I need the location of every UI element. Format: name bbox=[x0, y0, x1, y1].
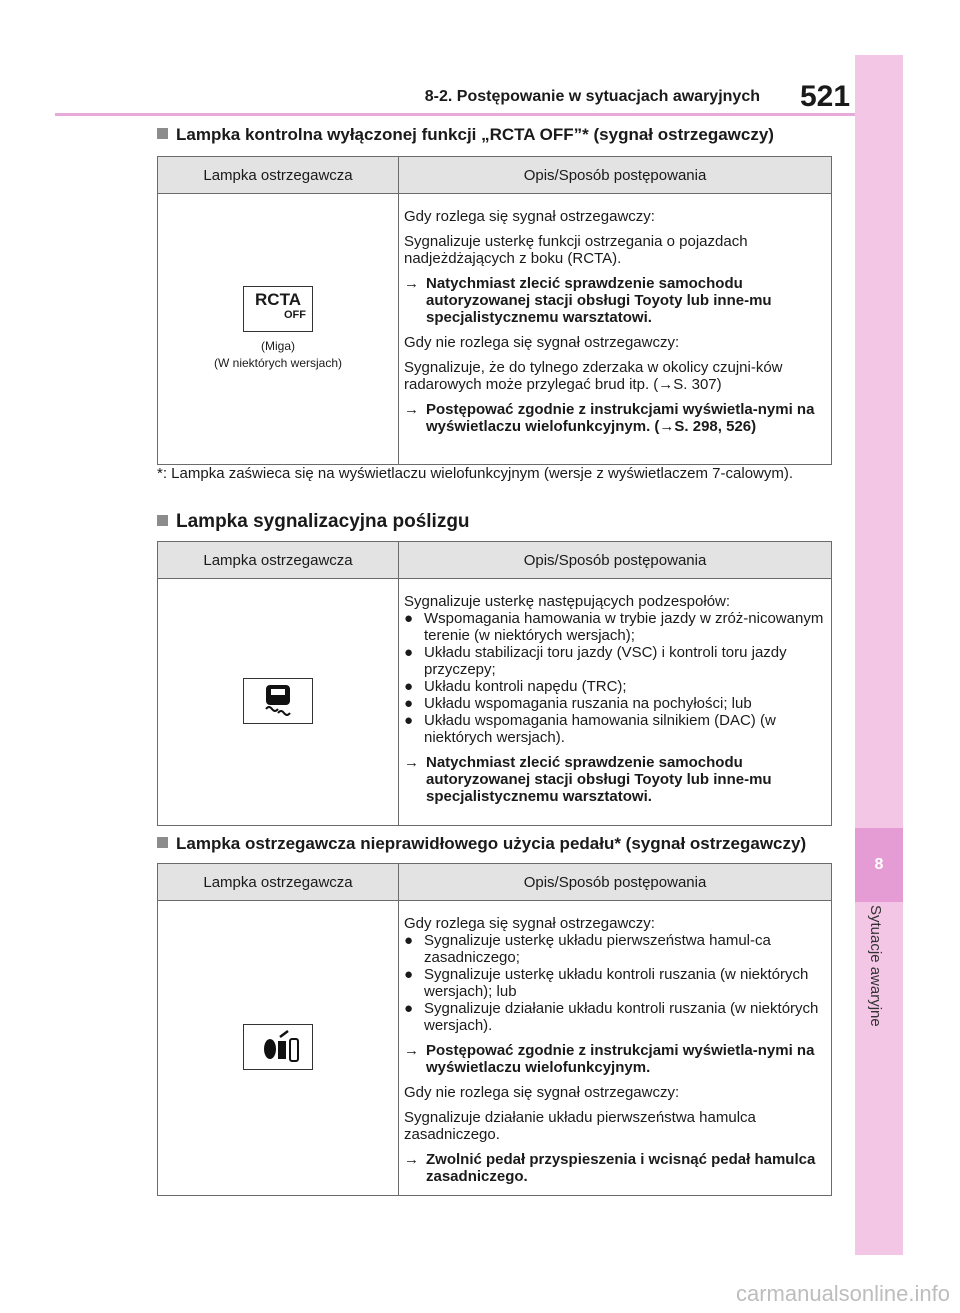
desc-text: Gdy nie rozlega się sygnał ostrzegawczy: bbox=[404, 334, 680, 351]
bullet-item: ● Układu wspomagania hamowania silnikiem (DAC) (w niektórych wersjach). bbox=[404, 712, 776, 746]
chapter-side-tab bbox=[855, 55, 903, 1255]
bullet-item: ● Sygnalizuje usterkę układu kontroli ruszania (w niektórych wersjach); lub bbox=[404, 966, 809, 1000]
action-instruction: → Zwolnić pedał przyspieszenia i wcisnąć pedał hamulca zasadniczego. bbox=[404, 1151, 816, 1185]
action-instruction: → Postępować zgodnie z instrukcjami wyświetla-nymi na wyświetlaczu wielofunkcyjnym. (→S. 298, 526) bbox=[404, 401, 815, 435]
page-number: 521 bbox=[800, 80, 851, 113]
bullet-item: ● Układu stabilizacji toru jazdy (VSC) i kontroli toru jazdy przyczepy; bbox=[404, 644, 787, 678]
desc-text: Gdy rozlega się sygnał ostrzegawczy: bbox=[404, 208, 655, 225]
bullet-item: ● Sygnalizuje działanie układu kontroli ruszania (w niektórych wersjach). bbox=[404, 1000, 819, 1034]
action-instruction: → Postępować zgodnie z instrukcjami wyświetla-nymi na wyświetlaczu wielofunkcyjnym. bbox=[404, 1042, 815, 1076]
column-header-lamp: Lampka ostrzegawcza bbox=[158, 542, 399, 579]
desc-text: Sygnalizuje usterkę następujących podzespołów: bbox=[404, 593, 731, 610]
skid-table bbox=[157, 541, 832, 826]
lamp-caption-blink: (Miga) bbox=[260, 339, 295, 353]
column-header-lamp: Lampka ostrzegawcza bbox=[158, 157, 399, 194]
lamp-cell bbox=[158, 901, 399, 1196]
bullet-item: ● Układu kontroli napędu (TRC); bbox=[404, 678, 627, 695]
description-cell bbox=[399, 579, 832, 826]
pedal-table bbox=[157, 863, 832, 1196]
desc-text: Sygnalizuje działanie układu pierwszeństwa hamulca zasadniczego. bbox=[404, 1109, 756, 1143]
column-header-desc: Opis/Sposób postępowania bbox=[399, 542, 832, 579]
pedal-misuse-icon bbox=[243, 1024, 313, 1070]
section-title-pedal: Lampka ostrzegawcza nieprawidłowego użycia pedału* (sygnał ostrzegawczy) bbox=[157, 834, 806, 854]
watermark: carmanualsonline.info bbox=[735, 1281, 950, 1306]
section-square-icon bbox=[157, 515, 168, 526]
section-title-skid: Lampka sygnalizacyjna poślizgu bbox=[157, 511, 470, 533]
section-square-icon bbox=[157, 128, 168, 139]
description-cell bbox=[399, 901, 832, 1196]
rcta-off-icon: RCTA OFF bbox=[243, 286, 313, 332]
column-header-desc: Opis/Sposób postępowania bbox=[399, 864, 832, 901]
skid-indicator-icon bbox=[243, 678, 313, 724]
lamp-cell bbox=[158, 194, 399, 465]
desc-text: Gdy nie rozlega się sygnał ostrzegawczy: bbox=[404, 1084, 680, 1101]
section-square-icon bbox=[157, 837, 168, 848]
bullet-item: ● Sygnalizuje usterkę układu pierwszeństwa hamul-ca zasadniczego; bbox=[404, 932, 771, 966]
bullet-item: ● Układu wspomagania ruszania na pochyłości; lub bbox=[404, 695, 752, 712]
section-title-rcta: Lampka kontrolna wyłączonej funkcji „RCTA OFF”* (sygnał ostrzegawczy) bbox=[157, 125, 774, 145]
description-cell bbox=[399, 194, 832, 465]
column-header-desc: Opis/Sposób postępowania bbox=[399, 157, 832, 194]
desc-text: Gdy rozlega się sygnał ostrzegawczy: bbox=[404, 915, 655, 932]
column-header-lamp: Lampka ostrzegawcza bbox=[158, 864, 399, 901]
lamp-cell bbox=[158, 579, 399, 826]
footnote: *: Lampka zaświeca się na wyświetlaczu wielofunkcyjnym (wersje z wyświetlaczem 7-calowym). bbox=[157, 465, 794, 482]
chapter-label: Sytuacje awaryjne bbox=[867, 905, 884, 1027]
desc-text: Sygnalizuje, że do tylnego zderzaka w okolicy czujni-ków radarowych może przylegać brud itp. (→S. 307) bbox=[404, 359, 783, 393]
chapter-number: 8 bbox=[855, 828, 903, 902]
lamp-caption-versions: (W niektórych wersjach) bbox=[213, 356, 343, 370]
action-instruction: → Natychmiast zlecić sprawdzenie samochodu autoryzowanej stacji obsługi Toyoty lub inne-mu specjalistycznemu warsztatowi. bbox=[404, 754, 772, 805]
desc-text: Sygnalizuje usterkę funkcji ostrzegania o pojazdach nadjeżdżających z boku (RCTA). bbox=[404, 233, 748, 267]
header-divider bbox=[55, 113, 860, 116]
action-instruction: → Natychmiast zlecić sprawdzenie samochodu autoryzowanej stacji obsługi Toyoty lub inne-mu specjalistycznemu warsztatowi. bbox=[404, 275, 772, 326]
rcta-table bbox=[157, 156, 832, 465]
bullet-item: ● Wspomagania hamowania w trybie jazdy w zróż-nicowanym terenie (w niektórych wersjach); bbox=[404, 610, 824, 644]
running-header: 8-2. Postępowanie w sytuacjach awaryjnych bbox=[424, 88, 760, 105]
